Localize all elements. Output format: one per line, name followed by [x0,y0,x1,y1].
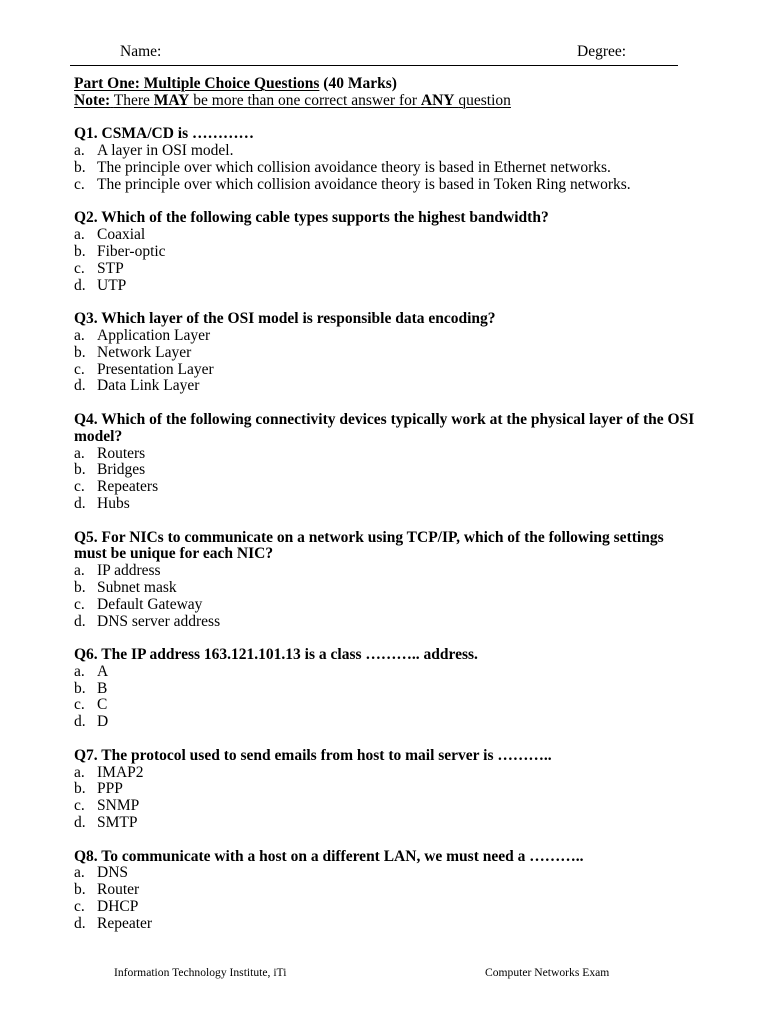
option-text: A layer in OSI model. [97,142,234,160]
question-2-option-c [74,261,734,278]
option-letter: b. [74,578,86,596]
question-3-option-a [74,328,734,345]
option-text: D [97,713,109,731]
question-3-option-c [74,362,734,379]
header-rule [70,65,678,66]
question-3 [74,311,734,395]
name-label: Name: [120,43,162,60]
question-8-option-a [74,865,734,882]
note-text-part-3: question [458,91,511,109]
question-6-option-c [74,697,734,714]
question-1-option-c [74,177,734,194]
option-letter: d. [74,914,86,932]
question-7-option-a [74,765,734,782]
footer-institute: Information Technology Institute, iTi [114,966,287,979]
option-text: Application Layer [97,326,211,344]
option-letter: c. [74,360,85,378]
option-letter: d. [74,713,86,731]
option-text: A [97,662,109,680]
option-text: IP address [97,562,161,580]
question-4-option-c [74,479,734,496]
option-letter: c. [74,696,85,714]
option-letter: b. [74,158,86,176]
question-5 [74,530,734,631]
note-text [74,92,511,109]
option-text: Default Gateway [97,595,203,613]
option-letter: c. [74,259,85,277]
option-text: Fiber-optic [97,242,166,260]
question-8-option-c [74,899,734,916]
option-text: The principle over which collision avoidance theory is based in Token Ring networks. [97,175,631,193]
option-letter: c. [74,797,85,815]
question-8 [74,849,734,933]
exam-content [74,76,734,933]
note-line [74,93,734,110]
question-3-title: Q3. Which layer of the OSI model is responsible data encoding? [74,310,496,328]
option-letter: a. [74,326,85,344]
question-2-option-d [74,278,734,295]
option-letter: c. [74,898,85,916]
option-letter: b. [74,242,86,260]
question-1-option-b [74,160,734,177]
question-1 [74,126,734,193]
question-1-title: Q1. CSMA/CD is ………… [74,125,254,143]
option-letter: d. [74,612,86,630]
question-2-option-a [74,227,734,244]
option-letter: b. [74,679,86,697]
option-letter: a. [74,662,85,680]
degree-label: Degree: [577,43,627,60]
option-letter: a. [74,562,85,580]
option-text: The principle over which collision avoidance theory is based in Ethernet networks. [97,158,611,176]
option-letter: a. [74,226,85,244]
question-3-option-b [74,345,734,362]
note-text-part-2: be more than one correct answer for [193,91,418,109]
question-6 [74,647,734,731]
question-2-title: Q2. Which of the following cable types supports the highest bandwidth? [74,209,549,227]
question-5-title-line-2: must be unique for each NIC? [74,545,274,563]
option-text: Repeater [97,914,153,932]
question-6-option-b [74,681,734,698]
option-text: Hubs [97,494,130,512]
question-2 [74,210,734,294]
question-8-option-b [74,882,734,899]
question-5-option-d [74,614,734,631]
option-letter: a. [74,763,85,781]
option-letter: a. [74,142,85,160]
option-text: IMAP2 [97,763,144,781]
question-7-title: Q7. The protocol used to send emails from host to mail server is ……….. [74,746,552,764]
question-5-option-a [74,563,734,580]
option-text: Repeaters [97,478,159,496]
option-text: Presentation Layer [97,360,214,378]
question-4-title-line-2: model? [74,427,123,445]
question-5-option-c [74,597,734,614]
option-letter: b. [74,881,86,899]
question-6-title: Q6. The IP address 163.121.101.13 is a class ……….. address. [74,646,478,664]
option-text: PPP [97,780,123,798]
section-title: Part One: Multiple Choice Questions [74,75,320,92]
note-emphasis-any: ANY [420,91,455,109]
question-1-option-a [74,143,734,160]
section-marks: (40 Marks) [323,75,397,92]
question-4-option-a [74,446,734,463]
option-text: B [97,679,108,697]
question-7 [74,748,734,832]
question-8-title: Q8. To communicate with a host on a different LAN, we must need a ……….. [74,847,584,865]
option-text: C [97,696,108,714]
option-letter: d. [74,494,86,512]
option-letter: c. [74,175,85,193]
question-5-option-b [74,580,734,597]
option-letter: d. [74,814,86,832]
note-emphasis-may: MAY [153,91,190,109]
option-text: SNMP [97,797,140,815]
option-text: STP [97,259,124,277]
option-letter: b. [74,461,86,479]
footer-exam-title: Computer Networks Exam [485,966,610,979]
question-4 [74,412,734,513]
option-text: Data Link Layer [97,377,200,395]
question-4-option-b [74,462,734,479]
question-7-option-b [74,781,734,798]
question-5-title-line-1: Q5. For NICs to communicate on a network using TCP/IP, which of the following settings [74,528,664,546]
question-2-option-b [74,244,734,261]
question-6-option-d [74,714,734,731]
option-letter: c. [74,595,85,613]
question-7-option-c [74,798,734,815]
option-text: Routers [97,444,146,462]
option-text: Network Layer [97,343,192,361]
option-letter: c. [74,478,85,496]
option-text: Subnet mask [97,578,177,596]
question-7-option-d [74,815,734,832]
option-letter: d. [74,377,86,395]
option-letter: a. [74,864,85,882]
option-text: Bridges [97,461,146,479]
option-text: Coaxial [97,226,146,244]
option-text: Router [97,881,140,899]
question-6-option-a [74,664,734,681]
option-text: SMTP [97,814,138,832]
section-heading [74,76,734,110]
note-label: Note: [74,91,111,109]
option-text: UTP [97,276,127,294]
question-3-option-d [74,378,734,395]
option-text: DNS [97,864,129,882]
question-4-title-line-1: Q4. Which of the following connectivity devices typically work at the physical layer of the OSI [74,410,695,428]
option-letter: b. [74,780,86,798]
note-text-part-1: There [113,91,150,109]
option-text: DHCP [97,898,139,916]
option-text: DNS server address [97,612,221,630]
section-title-line [74,76,734,93]
option-letter: a. [74,444,85,462]
option-letter: d. [74,276,86,294]
question-4-option-d [74,496,734,513]
option-letter: b. [74,343,86,361]
question-8-option-d [74,916,734,933]
